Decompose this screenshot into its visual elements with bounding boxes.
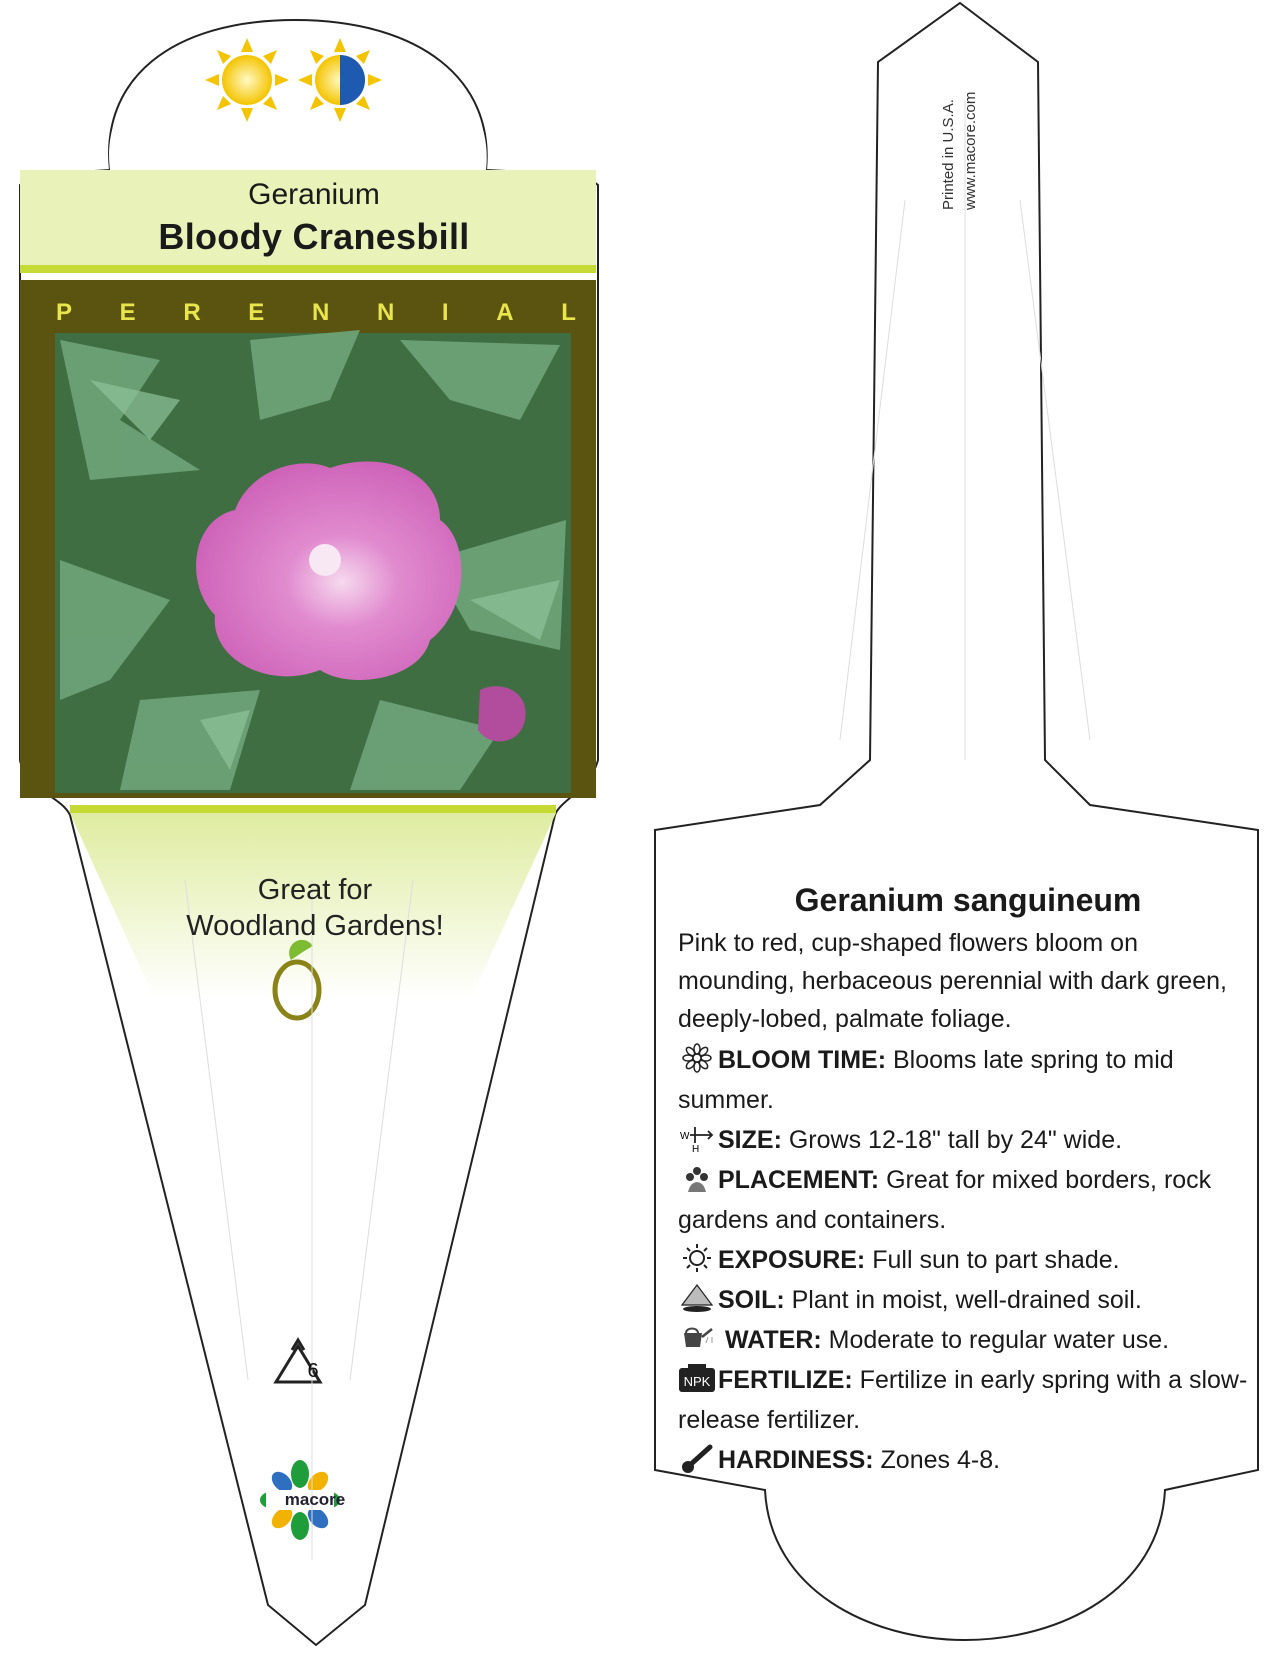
care-fertilize: NPK FERTILIZE: Fertilize in early spring with a slow-release fertilizer. — [678, 1360, 1258, 1440]
half-sun-icon — [298, 38, 382, 122]
description: Pink to red, cup-shaped flowers bloom on mounding, herbaceous perennial with dark green, deeply-lobed, palmate foliage. — [678, 929, 1227, 1033]
category-letter: A — [496, 299, 514, 326]
tagline-line-1: Great for — [257, 874, 373, 906]
category-letter: N — [376, 299, 395, 326]
common-name-title: Bloody Cranesbill — [158, 216, 470, 257]
thermometer-icon — [678, 1443, 716, 1473]
npk-icon — [678, 1363, 716, 1393]
care-hardiness: HARDINESS: Zones 4-8. — [678, 1440, 1258, 1480]
category-letter: N — [311, 299, 330, 326]
recycle-code: 6 — [307, 1360, 319, 1382]
svg-text:W: W — [680, 1131, 690, 1142]
lower-band — [70, 805, 556, 813]
watering-can-icon — [678, 1323, 716, 1353]
botanical-name: Geranium sanguineum — [794, 882, 1142, 918]
tagline-line-2: Woodland Gardens! — [186, 910, 444, 942]
category-letter: I — [441, 299, 449, 326]
plant-photo — [55, 330, 571, 793]
svg-text:H: H — [692, 1144, 700, 1153]
care-bloom-time: BLOOM TIME: Blooms late spring to mid summer. — [678, 1040, 1258, 1120]
sun-outline-icon — [678, 1243, 716, 1273]
care-placement: PLACEMENT: Great for mixed borders, rock gardens and containers. — [678, 1160, 1258, 1240]
category-letter: R — [183, 299, 201, 326]
genus-title: Geranium — [248, 178, 380, 211]
care-water: WATER: Moderate to regular water use. — [678, 1320, 1258, 1360]
category-letter: E — [119, 299, 136, 326]
website: www.macore.com — [962, 91, 979, 210]
category-letter: P — [56, 299, 73, 326]
header-band — [20, 265, 596, 273]
category-label — [56, 299, 576, 329]
soil-icon — [678, 1283, 716, 1313]
category-letter: E — [248, 299, 265, 326]
category-letter: L — [561, 299, 576, 326]
care-instructions — [678, 880, 1258, 1480]
sun-icon — [205, 38, 289, 122]
brand-name: macore — [284, 1490, 346, 1509]
care-size: W H SIZE: Grows 12-18" tall by 24" wide. — [678, 1120, 1258, 1160]
placement-icon — [678, 1163, 716, 1193]
size-icon — [678, 1123, 716, 1153]
care-soil: SOIL: Plant in moist, well-drained soil. — [678, 1280, 1258, 1320]
svg-text:NPK: NPK — [683, 1374, 711, 1389]
tagline — [70, 872, 560, 944]
flower-icon — [678, 1043, 716, 1073]
care-exposure: EXPOSURE: Full sun to part shade. — [678, 1240, 1258, 1280]
printed-in-usa: Printed in U.S.A. — [940, 99, 957, 210]
